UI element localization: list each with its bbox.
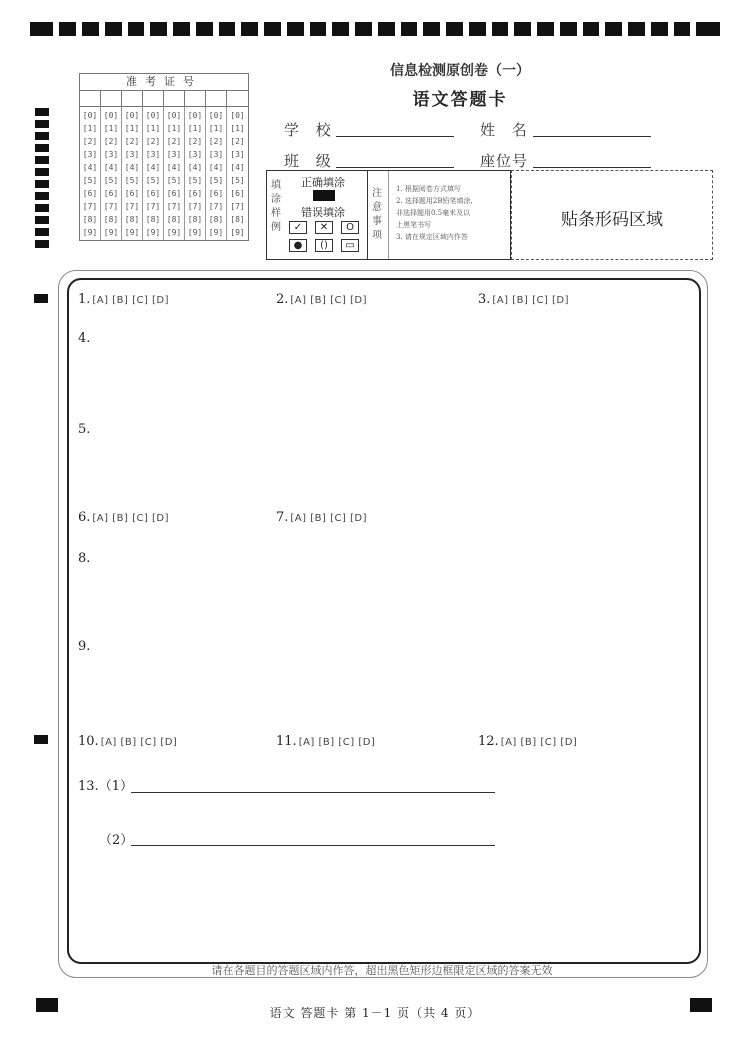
page-footer: 语文 答题卡 第 1－1 页（共 4 页） bbox=[269, 1006, 481, 1020]
cross-mark-icon: ✕ bbox=[315, 221, 333, 234]
digit-bubble[interactable]: [7] bbox=[82, 202, 98, 211]
question-13: 13.（1） bbox=[78, 779, 133, 794]
question-8[interactable]: 8. bbox=[78, 551, 91, 566]
digit-bubble[interactable]: [9] bbox=[82, 228, 98, 237]
digit-bubble[interactable]: [6] bbox=[208, 189, 224, 198]
digit-column[interactable] bbox=[80, 107, 101, 240]
digit-bubble[interactable]: [1] bbox=[145, 124, 161, 133]
question-13-part-1: （1） bbox=[98, 779, 133, 794]
seat-field[interactable] bbox=[533, 167, 651, 168]
q13-part1-answer-line[interactable] bbox=[131, 792, 495, 793]
digit-bubble[interactable]: [9] bbox=[145, 228, 161, 237]
question-9[interactable]: 9. bbox=[78, 639, 91, 654]
digit-bubble[interactable]: [8] bbox=[166, 215, 182, 224]
exam-title: 信息检测原创卷（一） bbox=[390, 63, 530, 79]
digit-bubble[interactable]: [6] bbox=[187, 189, 203, 198]
note-line: 3. 请在规定区域内作答 bbox=[396, 233, 468, 241]
candidate-number-title: 准考证号 bbox=[80, 74, 248, 91]
fill-example-box bbox=[266, 170, 368, 260]
question-10[interactable]: 10. [A] [B] [C] [D] bbox=[78, 734, 178, 749]
school-field[interactable] bbox=[336, 136, 454, 137]
digit-bubble[interactable]: [3] bbox=[187, 150, 203, 159]
digit-bubble[interactable]: [6] bbox=[124, 189, 140, 198]
digit-column[interactable] bbox=[101, 107, 122, 240]
digit-bubble[interactable]: [1] bbox=[230, 124, 245, 133]
digit-bubble[interactable]: [0] bbox=[187, 111, 203, 120]
candidate-number-entry-row[interactable] bbox=[80, 91, 248, 107]
digit-bubble[interactable]: [6] bbox=[166, 189, 182, 198]
digit-bubble[interactable]: [1] bbox=[82, 124, 98, 133]
digit-bubble[interactable]: [1] bbox=[208, 124, 224, 133]
digit-bubble[interactable]: [8] bbox=[145, 215, 161, 224]
digit-bubble[interactable]: [6] bbox=[145, 189, 161, 198]
digit-bubble[interactable]: [4] bbox=[103, 163, 119, 172]
digit-bubble[interactable]: [1] bbox=[166, 124, 182, 133]
digit-bubble[interactable]: [0] bbox=[82, 111, 98, 120]
question-4[interactable]: 4. bbox=[78, 331, 91, 346]
digit-bubble[interactable]: [9] bbox=[103, 228, 119, 237]
digit-column[interactable] bbox=[122, 107, 143, 240]
top-timing-bar bbox=[30, 22, 720, 36]
digit-bubble[interactable]: [6] bbox=[82, 189, 98, 198]
digit-bubble[interactable]: [1] bbox=[187, 124, 203, 133]
digit-bubble[interactable]: [0] bbox=[103, 111, 119, 120]
side-mark bbox=[34, 294, 48, 303]
question-11[interactable]: 11. [A] [B] [C] [D] bbox=[276, 734, 376, 749]
notes-box bbox=[366, 170, 511, 260]
seat-label: 座位号 bbox=[480, 152, 529, 170]
digit-bubble[interactable]: [3] bbox=[145, 150, 161, 159]
digit-bubble[interactable]: [4] bbox=[82, 163, 98, 172]
digit-bubble[interactable]: [7] bbox=[208, 202, 224, 211]
digit-bubble[interactable]: [2] bbox=[230, 137, 245, 146]
digit-bubble[interactable]: [9] bbox=[124, 228, 140, 237]
digit-bubble[interactable]: [8] bbox=[208, 215, 224, 224]
digit-bubble[interactable]: [9] bbox=[208, 228, 224, 237]
digit-bubble[interactable]: [1] bbox=[124, 124, 140, 133]
fill-example-side-label: 填涂样例 bbox=[271, 180, 281, 233]
question-1[interactable]: 1. [A] [B] [C] [D] bbox=[78, 292, 170, 307]
class-field[interactable] bbox=[336, 167, 454, 168]
digit-bubble[interactable]: [2] bbox=[166, 137, 182, 146]
barcode-area bbox=[511, 170, 713, 260]
digit-bubble[interactable]: [0] bbox=[230, 111, 245, 120]
answer-area-notice: 请在各题目的答题区域内作答，超出黑色矩形边框限定区域的答案无效 bbox=[211, 964, 553, 977]
digit-column[interactable] bbox=[164, 107, 185, 240]
ellipse-mark-icon: ▭ bbox=[341, 239, 359, 252]
digit-bubble[interactable]: [0] bbox=[145, 111, 161, 120]
digit-column[interactable] bbox=[227, 107, 248, 240]
digit-bubble[interactable]: [6] bbox=[103, 189, 119, 198]
digit-bubble[interactable]: [8] bbox=[187, 215, 203, 224]
question-12[interactable]: 12. [A] [B] [C] [D] bbox=[478, 734, 578, 749]
digit-bubble[interactable]: [0] bbox=[208, 111, 224, 120]
digit-bubble[interactable]: [7] bbox=[230, 202, 245, 211]
digit-bubble[interactable]: [2] bbox=[103, 137, 119, 146]
barcode-label: 贴条形码区域 bbox=[561, 210, 663, 230]
left-timing-marks bbox=[35, 108, 49, 248]
digit-bubble[interactable]: [3] bbox=[230, 150, 245, 159]
digit-bubble[interactable]: [5] bbox=[145, 176, 161, 185]
note-line: 1. 根据阅卷方式填写 bbox=[396, 185, 461, 193]
digit-bubble[interactable]: [5] bbox=[230, 176, 245, 185]
digit-bubble[interactable]: [3] bbox=[166, 150, 182, 159]
digit-bubble[interactable]: [5] bbox=[103, 176, 119, 185]
school-label: 学 校 bbox=[284, 121, 337, 139]
digit-bubble[interactable]: [7] bbox=[166, 202, 182, 211]
digit-bubble[interactable]: [1] bbox=[103, 124, 119, 133]
digit-bubble[interactable]: [9] bbox=[166, 228, 182, 237]
digit-bubble[interactable]: [8] bbox=[230, 215, 245, 224]
question-13-part-2: （2） bbox=[99, 833, 134, 848]
corner-mark bbox=[690, 998, 712, 1012]
name-field[interactable] bbox=[533, 136, 651, 137]
correct-fill-label: 正确填涂 bbox=[301, 176, 345, 189]
dot-mark-icon: ● bbox=[289, 239, 307, 252]
note-line: 非选择题用0.5毫米及以 bbox=[396, 209, 471, 217]
question-2[interactable]: 2. [A] [B] [C] [D] bbox=[276, 292, 368, 307]
digit-bubble[interactable]: [2] bbox=[124, 137, 140, 146]
digit-column[interactable] bbox=[185, 107, 206, 240]
digit-bubble[interactable]: [7] bbox=[103, 202, 119, 211]
digit-bubble[interactable]: [4] bbox=[208, 163, 224, 172]
correct-fill-sample bbox=[313, 190, 335, 201]
digit-bubble[interactable]: [5] bbox=[187, 176, 203, 185]
choice-options[interactable]: [A] [B] [C] [D] bbox=[290, 295, 368, 306]
digit-bubble[interactable]: [2] bbox=[145, 137, 161, 146]
digit-bubble[interactable]: [7] bbox=[187, 202, 203, 211]
digit-bubble[interactable]: [9] bbox=[187, 228, 203, 237]
digit-bubble[interactable]: [0] bbox=[166, 111, 182, 120]
question-6[interactable]: 6. [A] [B] [C] [D] bbox=[78, 510, 170, 525]
digit-bubble[interactable]: [5] bbox=[166, 176, 182, 185]
oval-mark-icon: () bbox=[315, 239, 333, 252]
digit-bubble[interactable]: [4] bbox=[166, 163, 182, 172]
note-line: 上黑笔书写 bbox=[396, 221, 431, 229]
question-5[interactable]: 5. bbox=[78, 422, 91, 437]
question-3[interactable]: 3. [A] [B] [C] [D] bbox=[478, 292, 570, 307]
question-7[interactable]: 7. [A] [B] [C] [D] bbox=[276, 510, 368, 525]
choice-options[interactable]: [A] [B] [C] [D] bbox=[92, 295, 170, 306]
circle-mark-icon: O bbox=[341, 221, 359, 234]
digit-bubble[interactable]: [7] bbox=[145, 202, 161, 211]
digit-bubble[interactable]: [0] bbox=[124, 111, 140, 120]
side-mark bbox=[34, 735, 48, 744]
digit-bubble[interactable]: [2] bbox=[208, 137, 224, 146]
digit-bubble[interactable]: [4] bbox=[145, 163, 161, 172]
digit-bubble[interactable]: [3] bbox=[82, 150, 98, 159]
digit-bubble[interactable]: [8] bbox=[103, 215, 119, 224]
digit-bubble[interactable]: [4] bbox=[124, 163, 140, 172]
check-mark-icon: ✓ bbox=[289, 221, 307, 234]
choice-options[interactable]: [A] [B] [C] [D] bbox=[92, 513, 170, 524]
answer-area-border bbox=[67, 278, 701, 964]
candidate-number-grid bbox=[79, 73, 249, 241]
digit-bubble[interactable]: [9] bbox=[230, 228, 245, 237]
digit-bubble[interactable]: [6] bbox=[230, 189, 245, 198]
digit-bubble[interactable]: [4] bbox=[230, 163, 245, 172]
digit-bubble[interactable]: [7] bbox=[124, 202, 140, 211]
digit-column[interactable] bbox=[206, 107, 227, 240]
choice-options[interactable]: [A] [B] [C] [D] bbox=[492, 295, 570, 306]
digit-bubble[interactable]: [3] bbox=[103, 150, 119, 159]
note-line: 2. 选择题用2B铅笔填涂, bbox=[396, 197, 473, 205]
digit-bubbles[interactable] bbox=[80, 107, 248, 240]
digit-bubble[interactable]: [5] bbox=[208, 176, 224, 185]
wrong-fill-label: 错误填涂 bbox=[301, 206, 345, 219]
digit-bubble[interactable]: [3] bbox=[208, 150, 224, 159]
class-label: 班 级 bbox=[284, 152, 337, 170]
digit-bubble[interactable]: [2] bbox=[82, 137, 98, 146]
digit-bubble[interactable]: [4] bbox=[187, 163, 203, 172]
digit-bubble[interactable]: [8] bbox=[124, 215, 140, 224]
digit-bubble[interactable]: [5] bbox=[124, 176, 140, 185]
digit-bubble[interactable]: [5] bbox=[82, 176, 98, 185]
notes-side-label: 注意事项 bbox=[372, 188, 382, 241]
name-label: 姓 名 bbox=[480, 121, 533, 139]
choice-options[interactable]: [A] [B] [C] [D] bbox=[500, 737, 578, 748]
choice-options[interactable]: [A] [B] [C] [D] bbox=[298, 737, 376, 748]
choice-options[interactable]: [A] [B] [C] [D] bbox=[290, 513, 368, 524]
digit-column[interactable] bbox=[143, 107, 164, 240]
answer-sheet-title: 语文答题卡 bbox=[412, 90, 508, 110]
digit-bubble[interactable]: [8] bbox=[82, 215, 98, 224]
digit-bubble[interactable]: [3] bbox=[124, 150, 140, 159]
choice-options[interactable]: [A] [B] [C] [D] bbox=[100, 737, 178, 748]
q13-part2-answer-line[interactable] bbox=[131, 845, 495, 846]
digit-bubble[interactable]: [2] bbox=[187, 137, 203, 146]
corner-mark bbox=[36, 998, 58, 1012]
